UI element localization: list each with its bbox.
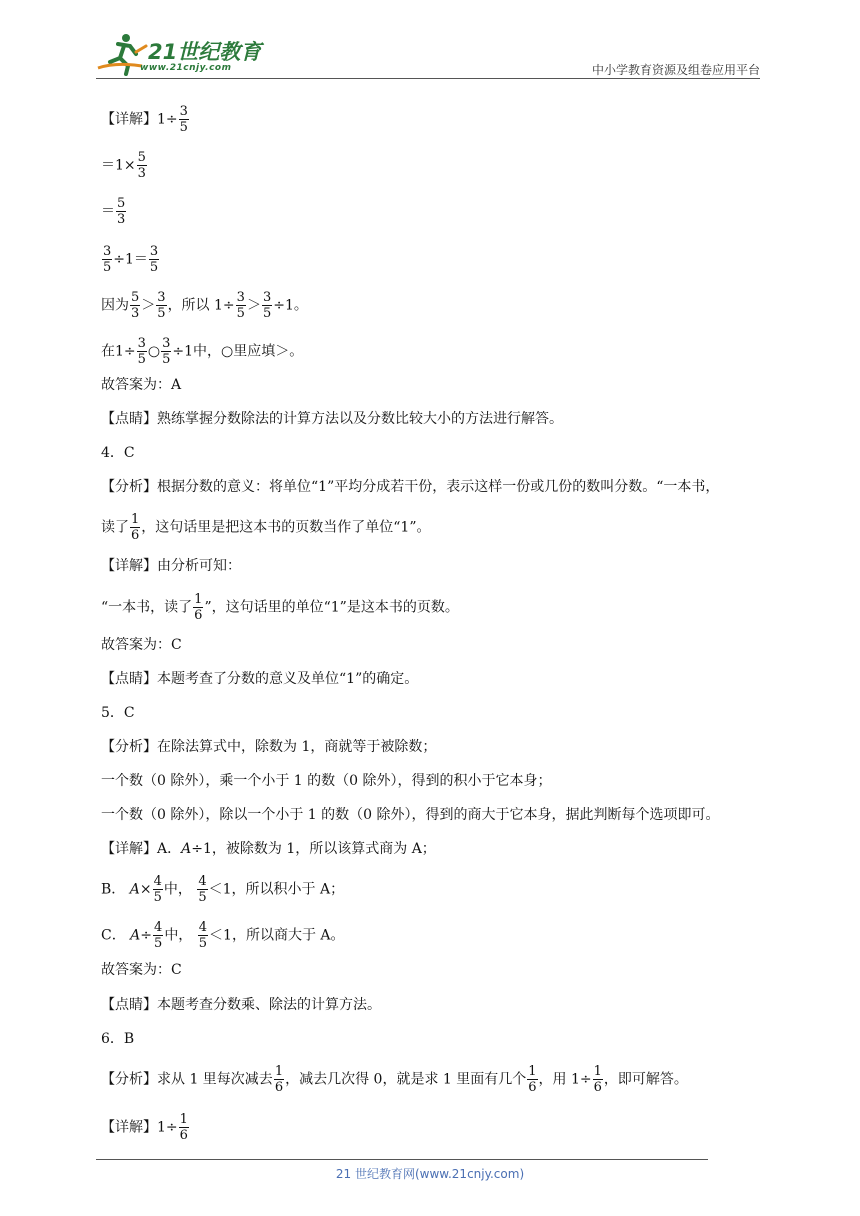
fraction: $\frac{3}{5}$ bbox=[137, 336, 146, 367]
question-number-5: 5．C bbox=[101, 705, 135, 721]
line-step-2: ＝ $\frac{5}{3}$ bbox=[101, 196, 126, 227]
fraction: $\frac{3}{5}$ bbox=[179, 104, 188, 135]
logo-title: 21世纪教育 bbox=[148, 40, 262, 64]
line-because: 因为 $\frac{5}{3}$ ＞ $\frac{3}{5}$ ，所以 1÷ $\frac{3}{5}$ ＞ $\frac{3}{5}$ ÷1。 bbox=[101, 290, 308, 321]
detail-q4-cont: “一本书，读了 $\frac{1}{6}$ ”，这句话里的单位“1”是这本书的页数。 bbox=[101, 592, 459, 623]
detail-q5-b: B． A× $\frac{4}{5}$ 中， $\frac{4}{5}$ ＜1，所以积小于 A； bbox=[101, 874, 345, 905]
question-number-4: 4．C bbox=[101, 445, 135, 461]
fraction: $\frac{4}{5}$ bbox=[198, 920, 208, 951]
answer-q5: 故答案为：C bbox=[101, 962, 182, 978]
analysis-q4: 【分析】根据分数的意义：将单位“1”平均分成若干份，表示这样一份或几份的数叫分数。“一本书， bbox=[101, 479, 720, 495]
detail-q5-c: C． A÷ $\frac{4}{5}$ 中， $\frac{4}{5}$ ＜1，所以商大于 A。 bbox=[101, 920, 345, 951]
fraction: $\frac{3}{5}$ bbox=[103, 244, 112, 275]
fraction: $\frac{3}{5}$ bbox=[236, 290, 245, 321]
fraction: $\frac{4}{5}$ bbox=[153, 874, 162, 905]
fraction: $\frac{5}{3}$ bbox=[117, 196, 126, 227]
logo bbox=[96, 30, 266, 78]
platform-name: 中小学教育资源及组卷应用平台 bbox=[591, 63, 760, 77]
fraction: $\frac{3}{5}$ bbox=[262, 290, 272, 321]
fraction: $\frac{4}{5}$ bbox=[198, 874, 207, 905]
fraction: $\frac{1}{6}$ bbox=[593, 1064, 602, 1095]
fraction: $\frac{1}{6}$ bbox=[528, 1064, 537, 1095]
analysis-q5-line3: 一个数（0 除外），除以一个小于 1 的数（0 除外），得到的商大于它本身，据此判断每个选项即可。 bbox=[101, 807, 720, 823]
question-number-6: 6．B bbox=[101, 1031, 135, 1047]
answer-q4: 故答案为：C bbox=[101, 637, 182, 653]
fraction: $\frac{3}{5}$ bbox=[157, 290, 166, 321]
fraction: $\frac{5}{3}$ bbox=[137, 150, 146, 181]
analysis-q5-line2: 一个数（0 除外），乘一个小于 1 的数（0 除外），得到的积小于它本身； bbox=[101, 773, 552, 789]
page-header bbox=[96, 30, 760, 80]
fraction: $\frac{3}{5}$ bbox=[162, 336, 171, 367]
line-step-3: $\frac{3}{5}$ ÷1＝ $\frac{3}{5}$ bbox=[103, 244, 159, 275]
header-divider bbox=[96, 78, 760, 79]
fraction: $\frac{5}{3}$ bbox=[131, 290, 140, 321]
fraction: $\frac{1}{6}$ bbox=[274, 1064, 284, 1095]
detail-q6: 【详解】1÷ $\frac{1}{6}$ bbox=[101, 1112, 188, 1143]
logo-url: www.21cnjy.com bbox=[140, 63, 232, 73]
fraction: $\frac{1}{6}$ bbox=[194, 592, 203, 623]
detail-q5-a: 【详解】A．A÷1，被除数为 1，所以该算式商为 A； bbox=[101, 841, 436, 857]
answer-q3: 故答案为：A bbox=[101, 377, 182, 393]
tip-q5: 【点睛】本题考查分数乘、除法的计算方法。 bbox=[101, 997, 381, 1013]
tip-q3: 【点睛】熟练掌握分数除法的计算方法以及分数比较大小的方法进行解答。 bbox=[101, 411, 563, 427]
analysis-q5: 【分析】在除法算式中，除数为 1，商就等于被除数； bbox=[101, 739, 437, 755]
analysis-q6: 【分析】求从 1 里每次减去 $\frac{1}{6}$ ，减去几次得 0，就是求 1 里面有几个 $\frac{1}{6}$ ，用 1÷ $\frac{1}{6}$ ，即可解答。 bbox=[101, 1064, 688, 1095]
fraction: $\frac{1}{6}$ bbox=[179, 1112, 188, 1143]
footer-divider bbox=[96, 1159, 708, 1160]
detail-q4: 【详解】由分析可知： bbox=[101, 558, 241, 574]
line-detail-q3: 【详解】1÷ $\frac{3}{5}$ bbox=[101, 104, 188, 135]
fraction: $\frac{4}{5}$ bbox=[154, 920, 163, 951]
tip-q4: 【点睛】本题考查了分数的意义及单位“1”的确定。 bbox=[101, 671, 419, 687]
footer-text: 21 世纪教育网(www.21cnjy.com) bbox=[335, 1167, 525, 1181]
fraction: $\frac{3}{5}$ bbox=[149, 244, 159, 275]
line-step-1: ＝1× $\frac{5}{3}$ bbox=[101, 150, 146, 181]
line-fill: 在1÷ $\frac{3}{5}$ ○ $\frac{3}{5}$ ÷1中，○里应填＞。 bbox=[101, 336, 304, 367]
fraction: $\frac{1}{6}$ bbox=[131, 512, 140, 543]
analysis-q4-cont: 读了 $\frac{1}{6}$ ，这句话里是把这本书的页数当作了单位“1”。 bbox=[101, 512, 431, 543]
